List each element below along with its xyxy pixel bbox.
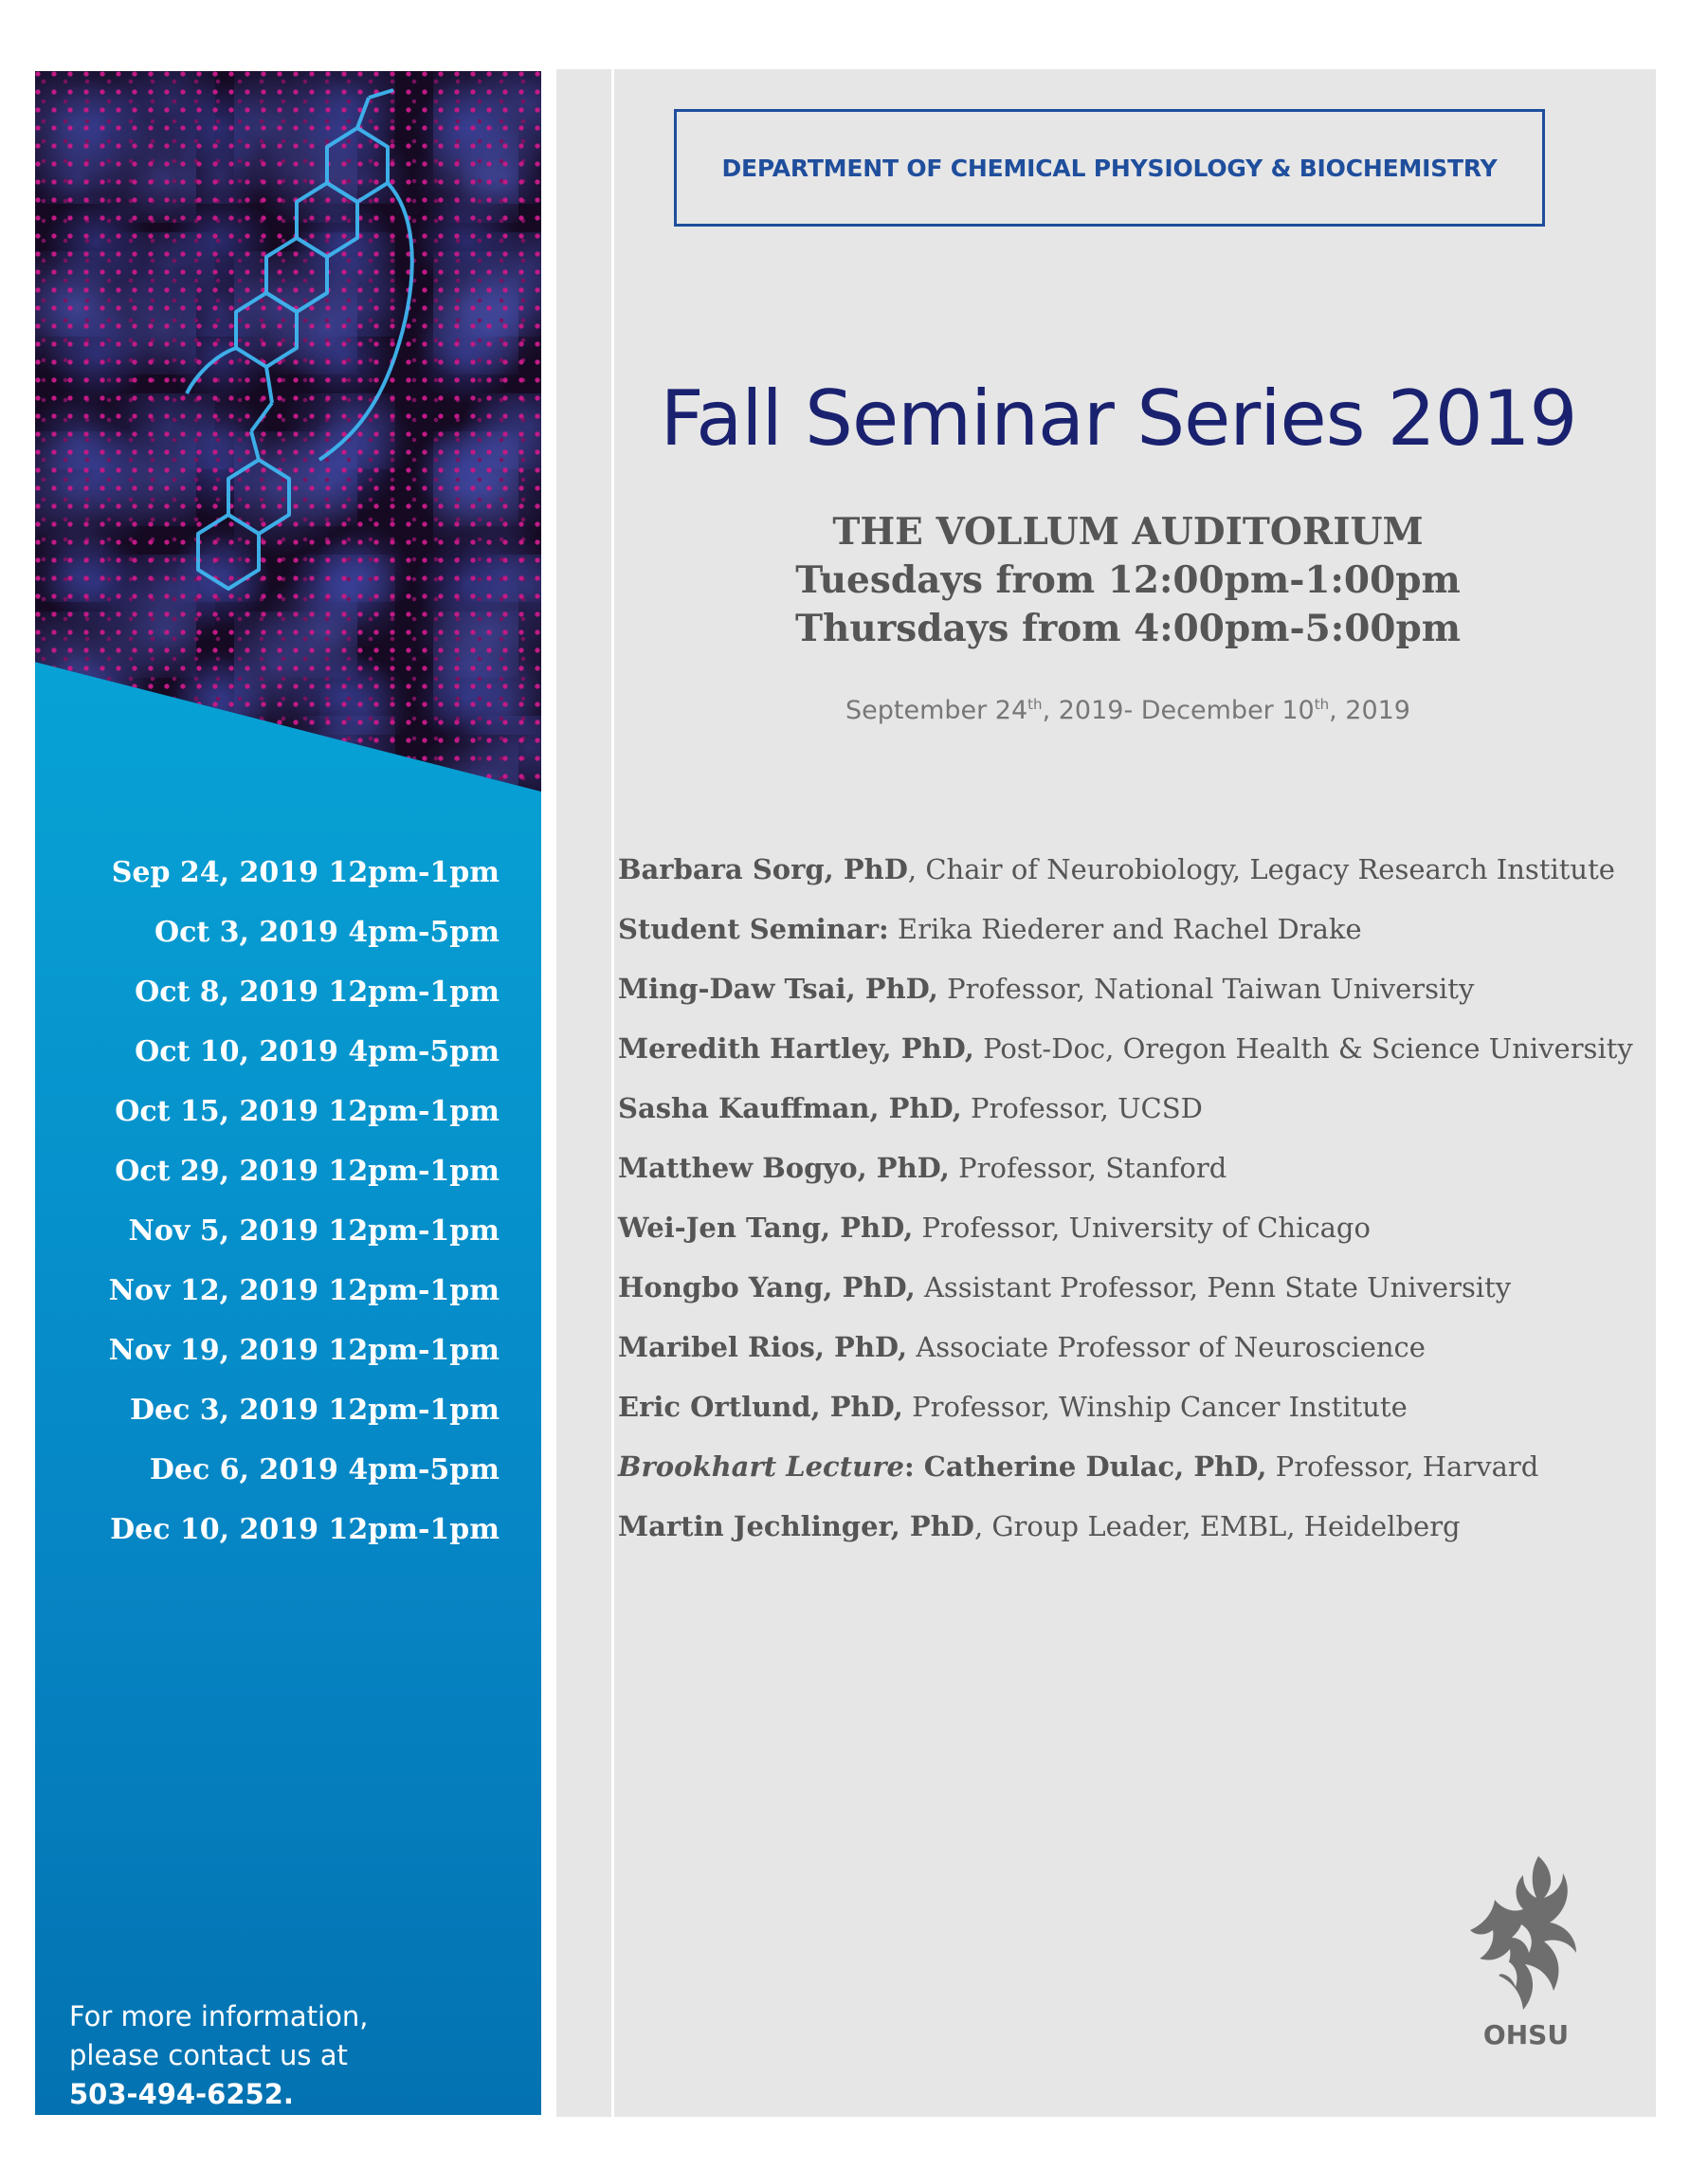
date-item: Oct 10, 2019 4pm-5pm	[135, 1035, 500, 1068]
date-range	[569, 696, 1687, 725]
speaker-name: Martin Jechlinger, PhD	[618, 1510, 974, 1542]
speaker-name: Ming-Daw Tsai, PhD,	[618, 973, 938, 1005]
logo-text: OHSU	[1482, 2019, 1570, 2051]
molecule-illustration	[35, 71, 541, 792]
venue-info	[569, 508, 1687, 653]
date-item: Dec 6, 2019 4pm-5pm	[149, 1453, 500, 1486]
date-item: Oct 15, 2019 12pm-1pm	[115, 1095, 500, 1128]
department-name: DEPARTMENT OF CHEMICAL PHYSIOLOGY & BIOCHEMISTRY	[721, 154, 1498, 182]
speaker-name: Sasha Kauffman, PhD,	[618, 1092, 962, 1124]
speaker-detail: Associate Professor of Neuroscience	[916, 1331, 1426, 1363]
speaker-detail: Erika Riederer and Rachel Drake	[897, 913, 1362, 945]
separator: ,	[973, 1510, 992, 1542]
department-banner	[674, 109, 1545, 227]
separator	[938, 973, 947, 1005]
speaker-detail: Professor, Stanford	[958, 1152, 1227, 1184]
separator	[1266, 1450, 1275, 1483]
separator	[913, 1212, 921, 1244]
hero-image	[35, 71, 541, 792]
speaker-name: Wei-Jen Tang, PhD,	[618, 1212, 914, 1244]
contact-line: please contact us at	[69, 2039, 348, 2071]
date-item: Sep 24, 2019 12pm-1pm	[111, 856, 500, 889]
speaker-item	[618, 1377, 1633, 1437]
speaker-item	[618, 1437, 1633, 1497]
separator	[974, 1032, 983, 1065]
ohsu-flame-icon	[1464, 1849, 1588, 2019]
separator	[889, 913, 898, 945]
speaker-item	[618, 1198, 1633, 1258]
schedule-tuesday: Tuesdays from 12:00pm-1:00pm	[795, 558, 1461, 602]
speaker-item	[618, 1258, 1633, 1318]
separator	[916, 1271, 924, 1303]
speaker-detail: Professor, Winship Cancer Institute	[912, 1391, 1408, 1423]
separator: ,	[907, 853, 926, 885]
venue-name: THE VOLLUM AUDITORIUM	[832, 510, 1424, 554]
speaker-detail: Group Leader, EMBL, Heidelberg	[991, 1510, 1461, 1542]
speaker-detail: Professor, University of Chicago	[921, 1212, 1371, 1244]
lecture-prefix: Brookhart Lecture	[618, 1450, 904, 1483]
date-item: Nov 19, 2019 12pm-1pm	[108, 1334, 500, 1367]
speaker-detail: Post-Doc, Oregon Health & Science University	[983, 1032, 1633, 1065]
speaker-detail: Chair of Neurobiology, Legacy Research Institute	[925, 853, 1615, 885]
schedule-thursday: Thursdays from 4:00pm-5:00pm	[794, 607, 1462, 650]
speaker-detail: Professor, National Taiwan University	[947, 973, 1475, 1005]
date-item: Oct 29, 2019 12pm-1pm	[115, 1155, 500, 1188]
speaker-name: : Catherine Dulac, PhD,	[903, 1450, 1267, 1483]
range-mid: , 2019- December 10	[1042, 696, 1315, 725]
speaker-name: Eric Ortlund, PhD,	[618, 1391, 903, 1423]
speaker-item	[618, 1497, 1633, 1557]
contact-line: For more information,	[69, 2000, 369, 2032]
speaker-item	[618, 1019, 1633, 1079]
speaker-item	[618, 1139, 1633, 1198]
speaker-name: Barbara Sorg, PhD	[618, 853, 908, 885]
sidebar	[35, 71, 541, 2115]
speaker-item	[618, 1318, 1633, 1377]
separator	[962, 1092, 971, 1124]
speaker-name: Student Seminar:	[618, 913, 889, 945]
date-item: Dec 10, 2019 12pm-1pm	[110, 1513, 500, 1546]
separator	[907, 1331, 916, 1363]
speaker-name: Matthew Bogyo, PhD,	[618, 1152, 950, 1184]
date-item: Dec 3, 2019 12pm-1pm	[129, 1394, 500, 1427]
date-item: Nov 5, 2019 12pm-1pm	[128, 1214, 500, 1248]
range-start-sup: th	[1027, 696, 1043, 713]
speaker-item	[618, 840, 1633, 900]
speaker-name: Hongbo Yang, PhD,	[618, 1271, 916, 1303]
speaker-detail: Professor, Harvard	[1275, 1450, 1539, 1483]
contact-phone: 503-494-6252.	[69, 2078, 294, 2110]
page-title: Fall Seminar Series 2019	[660, 374, 1577, 463]
speaker-detail: Professor, UCSD	[971, 1092, 1203, 1124]
date-item: Oct 3, 2019 4pm-5pm	[154, 916, 500, 949]
date-item: Oct 8, 2019 12pm-1pm	[135, 975, 500, 1009]
contact-info	[69, 1997, 368, 2114]
range-start: September 24	[845, 696, 1028, 725]
speaker-name: Meredith Hartley, PhD,	[618, 1032, 974, 1065]
separator	[950, 1152, 958, 1184]
speaker-detail: Assistant Professor, Penn State University	[923, 1271, 1512, 1303]
speaker-item	[618, 959, 1633, 1019]
range-end-sup: th	[1314, 696, 1330, 713]
date-item: Nov 12, 2019 12pm-1pm	[108, 1274, 500, 1307]
date-list	[109, 843, 500, 1559]
separator	[903, 1391, 912, 1423]
speaker-item	[618, 1079, 1633, 1139]
speaker-list	[618, 840, 1633, 1557]
speaker-item	[618, 900, 1633, 959]
speaker-name: Maribel Rios, PhD,	[618, 1331, 908, 1363]
range-end: , 2019	[1329, 696, 1410, 725]
